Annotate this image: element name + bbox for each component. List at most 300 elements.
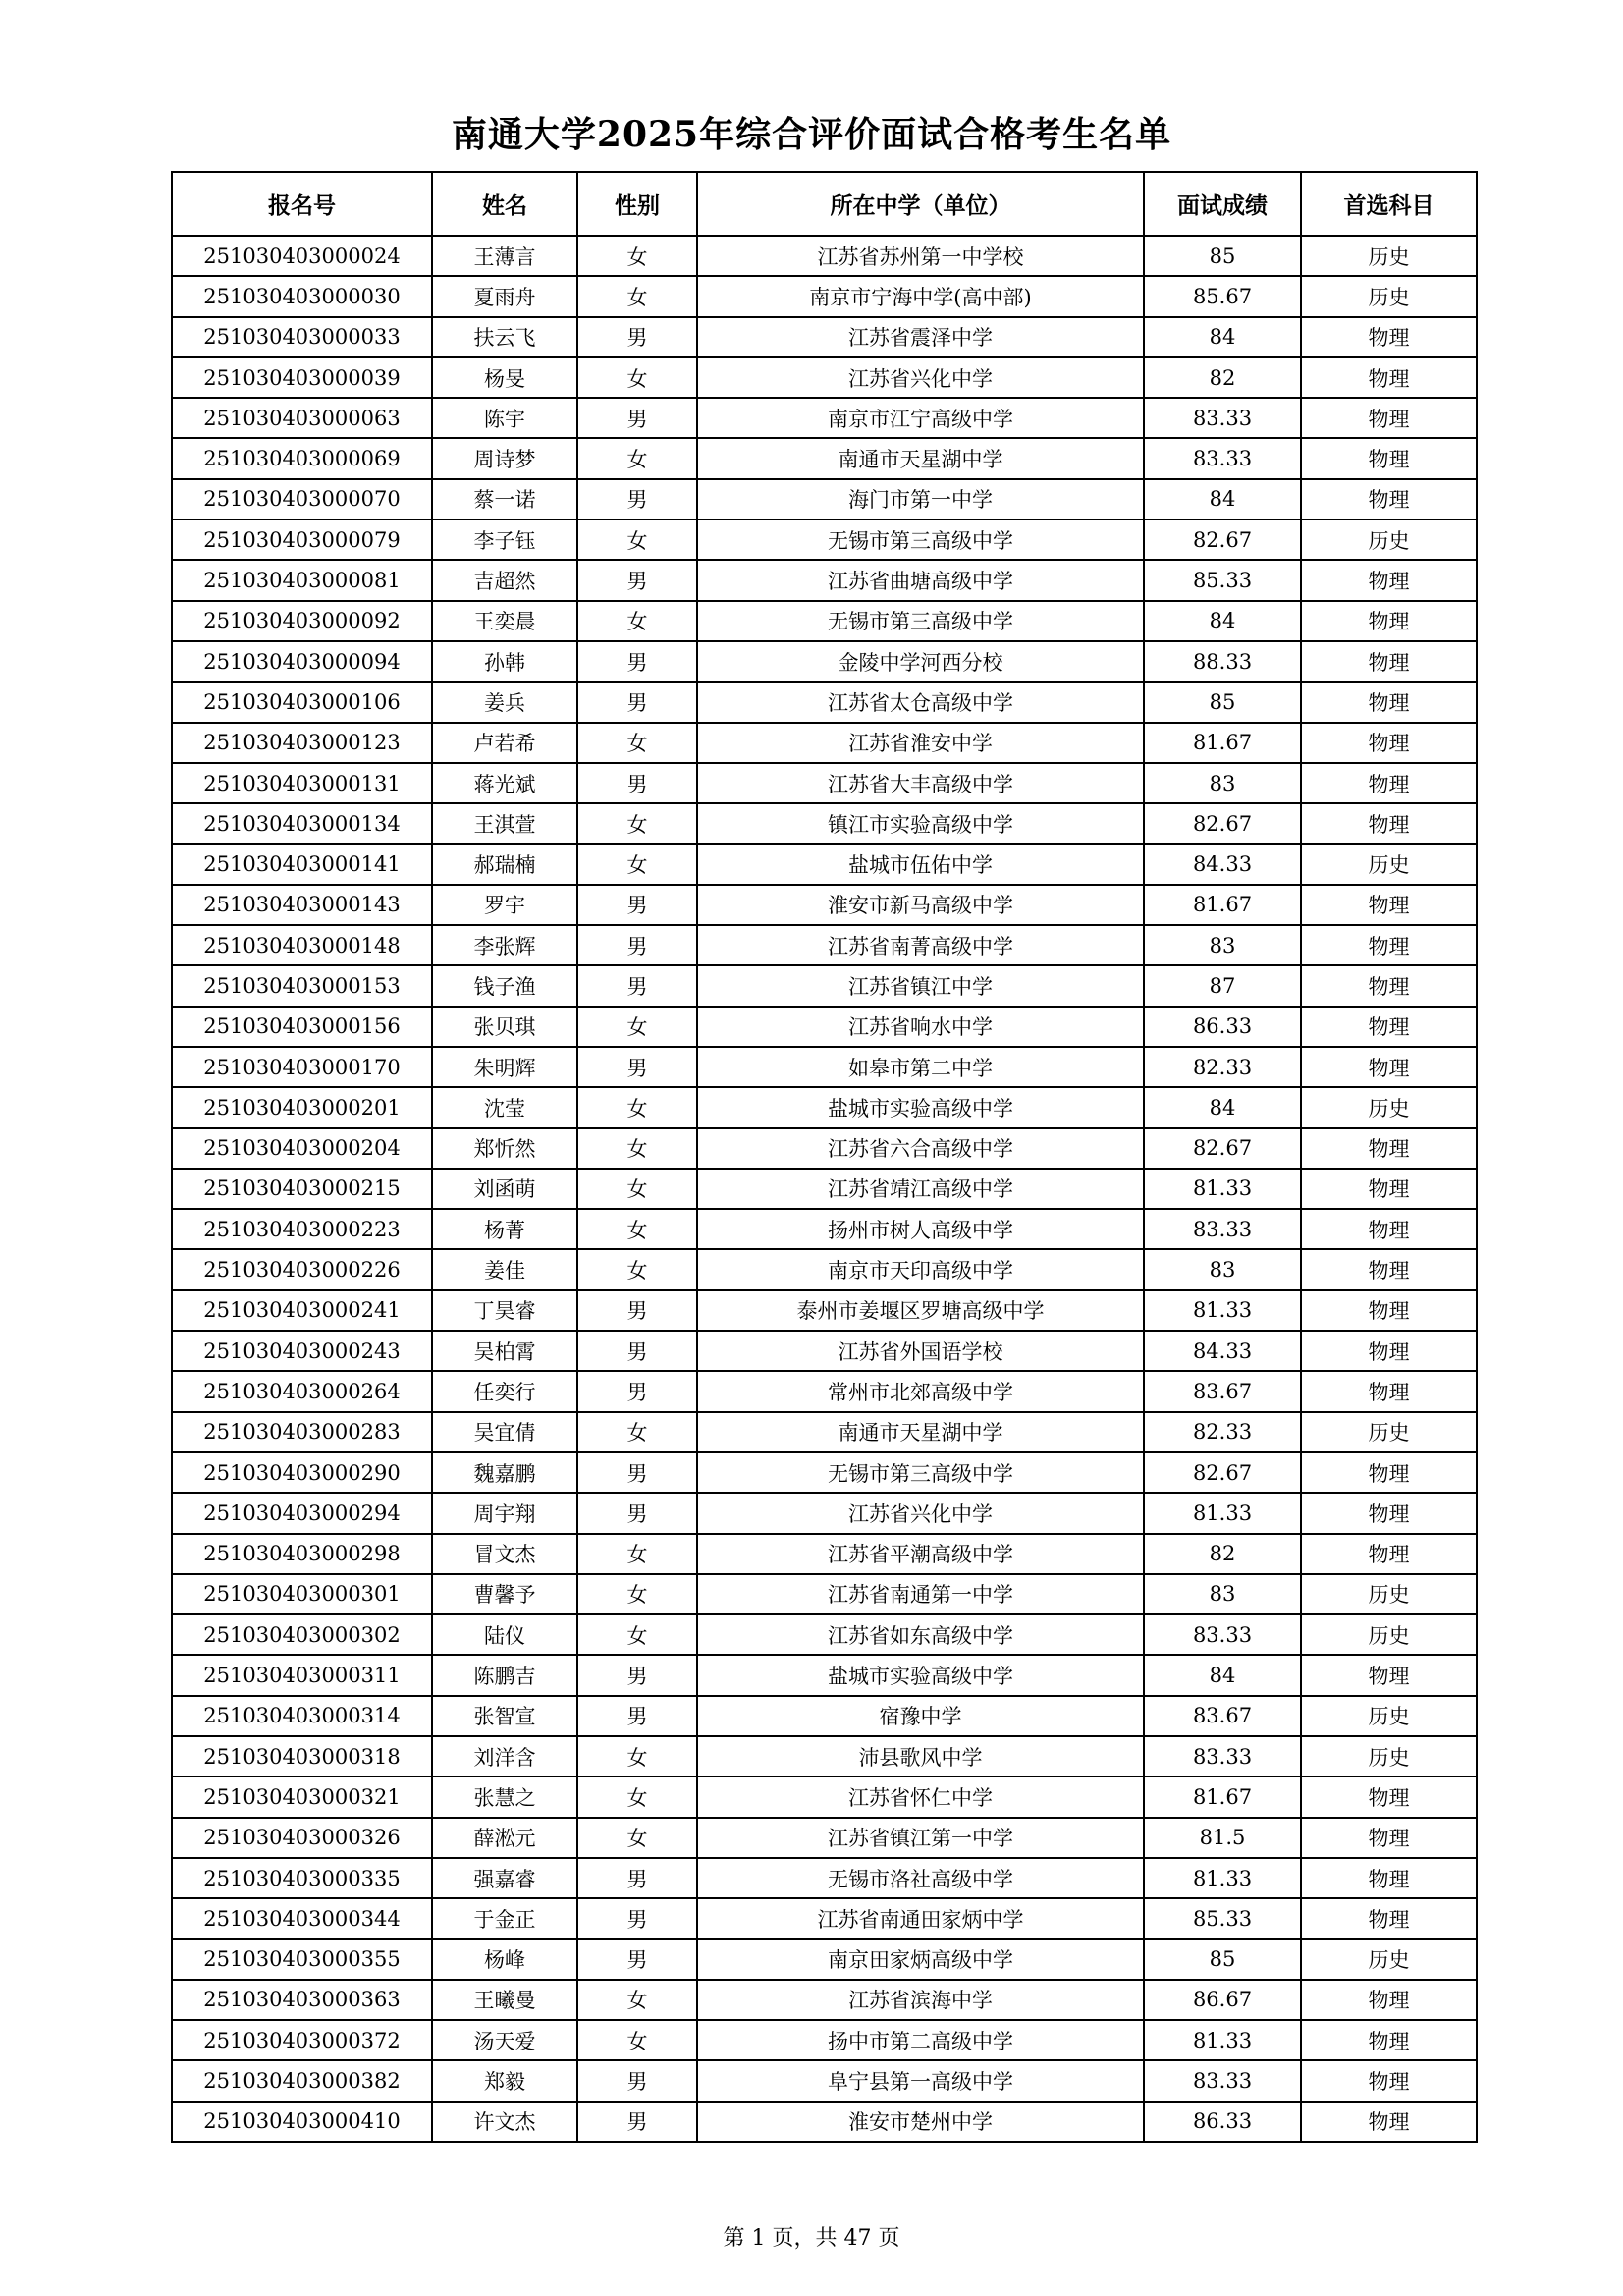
school-cell: 盐城市伍佑中学 xyxy=(697,844,1144,884)
registration-number-cell: 251030403000372 xyxy=(172,2020,432,2060)
registration-number-cell: 251030403000141 xyxy=(172,844,432,884)
interview-score-cell: 82.33 xyxy=(1144,1047,1301,1087)
table-row xyxy=(172,1412,1477,1452)
school-cell: 江苏省震泽中学 xyxy=(697,317,1144,357)
name-cell: 王薄言 xyxy=(432,236,577,276)
table-row xyxy=(172,1290,1477,1331)
registration-number-cell: 251030403000094 xyxy=(172,641,432,682)
registration-number-cell: 251030403000311 xyxy=(172,1655,432,1695)
table-row xyxy=(172,1777,1477,1817)
registration-number-cell: 251030403000170 xyxy=(172,1047,432,1087)
preferred-subject-cell: 物理 xyxy=(1301,1452,1477,1493)
name-cell: 魏嘉鹏 xyxy=(432,1452,577,1493)
gender-cell: 男 xyxy=(577,1696,697,1736)
name-cell: 汤天爱 xyxy=(432,2020,577,2060)
school-cell: 无锡市第三高级中学 xyxy=(697,1452,1144,1493)
registration-number-cell: 251030403000131 xyxy=(172,763,432,803)
interview-score-cell: 83.67 xyxy=(1144,1371,1301,1411)
table-row xyxy=(172,398,1477,438)
school-cell: 江苏省南通田家炳中学 xyxy=(697,1898,1144,1939)
gender-cell: 女 xyxy=(577,357,697,398)
name-cell: 李张辉 xyxy=(432,925,577,965)
preferred-subject-cell: 历史 xyxy=(1301,1087,1477,1127)
table-row xyxy=(172,601,1477,641)
interview-score-cell: 86.67 xyxy=(1144,1980,1301,2020)
name-cell: 扶云飞 xyxy=(432,317,577,357)
table-row xyxy=(172,2060,1477,2101)
table-row xyxy=(172,1534,1477,1574)
preferred-subject-cell: 物理 xyxy=(1301,1169,1477,1209)
school-cell: 泰州市姜堰区罗塘高级中学 xyxy=(697,1290,1144,1331)
name-cell: 朱明辉 xyxy=(432,1047,577,1087)
gender-cell: 男 xyxy=(577,1290,697,1331)
registration-number-cell: 251030403000226 xyxy=(172,1249,432,1289)
name-cell: 姜佳 xyxy=(432,1249,577,1289)
school-cell: 南京市天印高级中学 xyxy=(697,1249,1144,1289)
school-cell: 海门市第一中学 xyxy=(697,479,1144,519)
preferred-subject-cell: 物理 xyxy=(1301,1493,1477,1533)
gender-cell: 女 xyxy=(577,1007,697,1047)
interview-score-cell: 85 xyxy=(1144,682,1301,722)
preferred-subject-cell: 历史 xyxy=(1301,1614,1477,1655)
interview-score-cell: 81.33 xyxy=(1144,1169,1301,1209)
preferred-subject-cell: 物理 xyxy=(1301,1534,1477,1574)
table-row xyxy=(172,1655,1477,1695)
registration-number-cell: 251030403000201 xyxy=(172,1087,432,1127)
interview-score-cell: 81.5 xyxy=(1144,1818,1301,1858)
interview-score-cell: 85 xyxy=(1144,1939,1301,1979)
preferred-subject-cell: 物理 xyxy=(1301,1858,1477,1898)
preferred-subject-cell: 物理 xyxy=(1301,682,1477,722)
preferred-subject-cell: 物理 xyxy=(1301,398,1477,438)
interview-score-cell: 86.33 xyxy=(1144,2102,1301,2142)
school-cell: 扬州市树人高级中学 xyxy=(697,1209,1144,1249)
school-cell: 盐城市实验高级中学 xyxy=(697,1087,1144,1127)
table-row xyxy=(172,925,1477,965)
registration-number-cell: 251030403000092 xyxy=(172,601,432,641)
school-cell: 江苏省滨海中学 xyxy=(697,1980,1144,2020)
gender-cell: 男 xyxy=(577,1493,697,1533)
registration-number-cell: 251030403000024 xyxy=(172,236,432,276)
interview-score-cell: 82 xyxy=(1144,1534,1301,1574)
registration-number-cell: 251030403000301 xyxy=(172,1574,432,1614)
school-cell: 无锡市第三高级中学 xyxy=(697,519,1144,560)
table-row xyxy=(172,317,1477,357)
interview-score-cell: 81.67 xyxy=(1144,723,1301,763)
registration-number-cell: 251030403000382 xyxy=(172,2060,432,2101)
interview-score-cell: 83.33 xyxy=(1144,1209,1301,1249)
registration-number-cell: 251030403000204 xyxy=(172,1128,432,1169)
gender-cell: 女 xyxy=(577,236,697,276)
registration-number-cell: 251030403000314 xyxy=(172,1696,432,1736)
name-cell: 陆仪 xyxy=(432,1614,577,1655)
name-cell: 王曦曼 xyxy=(432,1980,577,2020)
preferred-subject-cell: 物理 xyxy=(1301,723,1477,763)
registration-number-cell: 251030403000069 xyxy=(172,438,432,478)
preferred-subject-cell: 物理 xyxy=(1301,1777,1477,1817)
registration-number-cell: 251030403000302 xyxy=(172,1614,432,1655)
gender-cell: 男 xyxy=(577,560,697,600)
gender-cell: 女 xyxy=(577,1614,697,1655)
school-cell: 江苏省苏州第一中学校 xyxy=(697,236,1144,276)
name-cell: 杨旻 xyxy=(432,357,577,398)
gender-cell: 女 xyxy=(577,1128,697,1169)
table-header-row xyxy=(172,172,1477,236)
preferred-subject-cell: 物理 xyxy=(1301,1209,1477,1249)
gender-cell: 女 xyxy=(577,1980,697,2020)
school-cell: 江苏省镇江第一中学 xyxy=(697,1818,1144,1858)
registration-number-cell: 251030403000243 xyxy=(172,1331,432,1371)
name-cell: 姜兵 xyxy=(432,682,577,722)
name-cell: 罗宇 xyxy=(432,885,577,925)
registration-number-cell: 251030403000153 xyxy=(172,965,432,1006)
interview-score-cell: 82.67 xyxy=(1144,519,1301,560)
registration-number-cell: 251030403000335 xyxy=(172,1858,432,1898)
preferred-subject-cell: 物理 xyxy=(1301,1128,1477,1169)
gender-cell: 男 xyxy=(577,398,697,438)
preferred-subject-cell: 物理 xyxy=(1301,1007,1477,1047)
table-row xyxy=(172,479,1477,519)
name-cell: 张贝琪 xyxy=(432,1007,577,1047)
table-row xyxy=(172,1574,1477,1614)
preferred-subject-cell: 物理 xyxy=(1301,317,1477,357)
page-number: 第 1 页，共 47 页 xyxy=(723,2226,900,2251)
interview-score-cell: 84 xyxy=(1144,1087,1301,1127)
interview-score-cell: 84.33 xyxy=(1144,844,1301,884)
preferred-subject-cell: 历史 xyxy=(1301,236,1477,276)
gender-cell: 男 xyxy=(577,885,697,925)
table-row xyxy=(172,965,1477,1006)
school-cell: 江苏省南菁高级中学 xyxy=(697,925,1144,965)
gender-cell: 男 xyxy=(577,925,697,965)
school-cell: 南通市天星湖中学 xyxy=(697,1412,1144,1452)
interview-score-cell: 81.33 xyxy=(1144,1290,1301,1331)
school-cell: 江苏省曲塘高级中学 xyxy=(697,560,1144,600)
school-cell: 江苏省平潮高级中学 xyxy=(697,1534,1144,1574)
school-cell: 如皋市第二中学 xyxy=(697,1047,1144,1087)
gender-cell: 女 xyxy=(577,276,697,316)
table-row xyxy=(172,1169,1477,1209)
interview-score-cell: 85.67 xyxy=(1144,276,1301,316)
interview-score-cell: 85.33 xyxy=(1144,1898,1301,1939)
school-cell: 扬中市第二高级中学 xyxy=(697,2020,1144,2060)
gender-cell: 女 xyxy=(577,601,697,641)
registration-number-cell: 251030403000123 xyxy=(172,723,432,763)
name-cell: 陈鹏吉 xyxy=(432,1655,577,1695)
registration-number-cell: 251030403000039 xyxy=(172,357,432,398)
column-header-gender: 性别 xyxy=(577,172,697,236)
name-cell: 曹馨予 xyxy=(432,1574,577,1614)
name-cell: 张智宣 xyxy=(432,1696,577,1736)
registration-number-cell: 251030403000148 xyxy=(172,925,432,965)
preferred-subject-cell: 历史 xyxy=(1301,844,1477,884)
interview-score-cell: 83.33 xyxy=(1144,2060,1301,2101)
interview-score-cell: 81.33 xyxy=(1144,2020,1301,2060)
preferred-subject-cell: 物理 xyxy=(1301,763,1477,803)
school-cell: 常州市北郊高级中学 xyxy=(697,1371,1144,1411)
name-cell: 孙韩 xyxy=(432,641,577,682)
preferred-subject-cell: 物理 xyxy=(1301,1655,1477,1695)
column-header-interview-score: 面试成绩 xyxy=(1144,172,1301,236)
school-cell: 金陵中学河西分校 xyxy=(697,641,1144,682)
preferred-subject-cell: 物理 xyxy=(1301,2020,1477,2060)
preferred-subject-cell: 历史 xyxy=(1301,1412,1477,1452)
registration-number-cell: 251030403000318 xyxy=(172,1736,432,1777)
preferred-subject-cell: 历史 xyxy=(1301,1696,1477,1736)
table-row xyxy=(172,276,1477,316)
name-cell: 周宇翔 xyxy=(432,1493,577,1533)
table-row xyxy=(172,438,1477,478)
table-row xyxy=(172,357,1477,398)
interview-score-cell: 84 xyxy=(1144,1655,1301,1695)
interview-score-cell: 82.67 xyxy=(1144,1452,1301,1493)
registration-number-cell: 251030403000070 xyxy=(172,479,432,519)
interview-score-cell: 84 xyxy=(1144,479,1301,519)
interview-score-cell: 82.67 xyxy=(1144,803,1301,844)
interview-score-cell: 83.33 xyxy=(1144,438,1301,478)
gender-cell: 女 xyxy=(577,1412,697,1452)
gender-cell: 女 xyxy=(577,438,697,478)
candidate-table xyxy=(171,171,1478,2143)
table-row xyxy=(172,1087,1477,1127)
table-row xyxy=(172,2020,1477,2060)
gender-cell: 女 xyxy=(577,1209,697,1249)
name-cell: 吉超然 xyxy=(432,560,577,600)
table-row xyxy=(172,803,1477,844)
registration-number-cell: 251030403000355 xyxy=(172,1939,432,1979)
registration-number-cell: 251030403000081 xyxy=(172,560,432,600)
gender-cell: 女 xyxy=(577,519,697,560)
preferred-subject-cell: 历史 xyxy=(1301,1939,1477,1979)
gender-cell: 女 xyxy=(577,1736,697,1777)
registration-number-cell: 251030403000290 xyxy=(172,1452,432,1493)
gender-cell: 女 xyxy=(577,1777,697,1817)
name-cell: 郑毅 xyxy=(432,2060,577,2101)
interview-score-cell: 85 xyxy=(1144,236,1301,276)
interview-score-cell: 87 xyxy=(1144,965,1301,1006)
school-cell: 江苏省兴化中学 xyxy=(697,357,1144,398)
table-row xyxy=(172,1898,1477,1939)
table-row xyxy=(172,1371,1477,1411)
school-cell: 沛县歌风中学 xyxy=(697,1736,1144,1777)
table-row xyxy=(172,1209,1477,1249)
registration-number-cell: 251030403000298 xyxy=(172,1534,432,1574)
interview-score-cell: 86.33 xyxy=(1144,1007,1301,1047)
gender-cell: 女 xyxy=(577,723,697,763)
table-row xyxy=(172,1736,1477,1777)
table-row xyxy=(172,1939,1477,1979)
preferred-subject-cell: 历史 xyxy=(1301,519,1477,560)
preferred-subject-cell: 物理 xyxy=(1301,1331,1477,1371)
name-cell: 吴宜倩 xyxy=(432,1412,577,1452)
school-cell: 江苏省镇江中学 xyxy=(697,965,1144,1006)
school-cell: 江苏省淮安中学 xyxy=(697,723,1144,763)
school-cell: 盐城市实验高级中学 xyxy=(697,1655,1144,1695)
registration-number-cell: 251030403000241 xyxy=(172,1290,432,1331)
school-cell: 江苏省兴化中学 xyxy=(697,1493,1144,1533)
school-cell: 江苏省六合高级中学 xyxy=(697,1128,1144,1169)
preferred-subject-cell: 物理 xyxy=(1301,601,1477,641)
name-cell: 丁昊睿 xyxy=(432,1290,577,1331)
registration-number-cell: 251030403000283 xyxy=(172,1412,432,1452)
school-cell: 南京田家炳高级中学 xyxy=(697,1939,1144,1979)
gender-cell: 男 xyxy=(577,2102,697,2142)
name-cell: 冒文杰 xyxy=(432,1534,577,1574)
interview-score-cell: 82.67 xyxy=(1144,1128,1301,1169)
gender-cell: 女 xyxy=(577,1818,697,1858)
registration-number-cell: 251030403000030 xyxy=(172,276,432,316)
gender-cell: 女 xyxy=(577,1574,697,1614)
interview-score-cell: 81.67 xyxy=(1144,1777,1301,1817)
name-cell: 陈宇 xyxy=(432,398,577,438)
school-cell: 江苏省如东高级中学 xyxy=(697,1614,1144,1655)
gender-cell: 男 xyxy=(577,641,697,682)
gender-cell: 男 xyxy=(577,1898,697,1939)
gender-cell: 男 xyxy=(577,1858,697,1898)
gender-cell: 女 xyxy=(577,803,697,844)
table-row xyxy=(172,519,1477,560)
gender-cell: 女 xyxy=(577,844,697,884)
name-cell: 李子钰 xyxy=(432,519,577,560)
interview-score-cell: 83 xyxy=(1144,1574,1301,1614)
preferred-subject-cell: 物理 xyxy=(1301,1818,1477,1858)
table-row xyxy=(172,723,1477,763)
school-cell: 江苏省外国语学校 xyxy=(697,1331,1144,1371)
gender-cell: 男 xyxy=(577,1655,697,1695)
preferred-subject-cell: 物理 xyxy=(1301,1980,1477,2020)
preferred-subject-cell: 物理 xyxy=(1301,560,1477,600)
school-cell: 南京市宁海中学(高中部) xyxy=(697,276,1144,316)
gender-cell: 男 xyxy=(577,317,697,357)
preferred-subject-cell: 历史 xyxy=(1301,1574,1477,1614)
interview-score-cell: 84 xyxy=(1144,601,1301,641)
name-cell: 张慧之 xyxy=(432,1777,577,1817)
name-cell: 卢若希 xyxy=(432,723,577,763)
school-cell: 南通市天星湖中学 xyxy=(697,438,1144,478)
preferred-subject-cell: 物理 xyxy=(1301,1249,1477,1289)
gender-cell: 男 xyxy=(577,2060,697,2101)
interview-score-cell: 82 xyxy=(1144,357,1301,398)
preferred-subject-cell: 物理 xyxy=(1301,1290,1477,1331)
table-row xyxy=(172,1331,1477,1371)
preferred-subject-cell: 物理 xyxy=(1301,2060,1477,2101)
interview-score-cell: 82.33 xyxy=(1144,1412,1301,1452)
table-row xyxy=(172,1452,1477,1493)
preferred-subject-cell: 历史 xyxy=(1301,1736,1477,1777)
gender-cell: 男 xyxy=(577,763,697,803)
table-row xyxy=(172,682,1477,722)
school-cell: 江苏省怀仁中学 xyxy=(697,1777,1144,1817)
column-header-registration-number: 报名号 xyxy=(172,172,432,236)
registration-number-cell: 251030403000264 xyxy=(172,1371,432,1411)
table-body xyxy=(172,236,1477,2142)
registration-number-cell: 251030403000321 xyxy=(172,1777,432,1817)
registration-number-cell: 251030403000134 xyxy=(172,803,432,844)
gender-cell: 男 xyxy=(577,682,697,722)
table-row xyxy=(172,844,1477,884)
school-cell: 江苏省太仓高级中学 xyxy=(697,682,1144,722)
name-cell: 杨峰 xyxy=(432,1939,577,1979)
interview-score-cell: 83.67 xyxy=(1144,1696,1301,1736)
school-cell: 镇江市实验高级中学 xyxy=(697,803,1144,844)
preferred-subject-cell: 物理 xyxy=(1301,885,1477,925)
gender-cell: 女 xyxy=(577,1087,697,1127)
gender-cell: 男 xyxy=(577,965,697,1006)
registration-number-cell: 251030403000344 xyxy=(172,1898,432,1939)
gender-cell: 男 xyxy=(577,1452,697,1493)
interview-score-cell: 83 xyxy=(1144,1249,1301,1289)
table-row xyxy=(172,1047,1477,1087)
school-cell: 江苏省靖江高级中学 xyxy=(697,1169,1144,1209)
gender-cell: 男 xyxy=(577,1371,697,1411)
preferred-subject-cell: 物理 xyxy=(1301,2102,1477,2142)
registration-number-cell: 251030403000079 xyxy=(172,519,432,560)
table-row xyxy=(172,885,1477,925)
school-cell: 江苏省南通第一中学 xyxy=(697,1574,1144,1614)
name-cell: 刘洋含 xyxy=(432,1736,577,1777)
page-title: 南通大学2025年综合评价面试合格考生名单 xyxy=(451,114,1172,155)
name-cell: 郝瑞楠 xyxy=(432,844,577,884)
gender-cell: 女 xyxy=(577,1169,697,1209)
school-cell: 无锡市洛社高级中学 xyxy=(697,1858,1144,1898)
name-cell: 周诗梦 xyxy=(432,438,577,478)
name-cell: 郑忻然 xyxy=(432,1128,577,1169)
registration-number-cell: 251030403000410 xyxy=(172,2102,432,2142)
school-cell: 无锡市第三高级中学 xyxy=(697,601,1144,641)
registration-number-cell: 251030403000106 xyxy=(172,682,432,722)
school-cell: 南京市江宁高级中学 xyxy=(697,398,1144,438)
table-row xyxy=(172,1696,1477,1736)
interview-score-cell: 83.33 xyxy=(1144,398,1301,438)
name-cell: 杨菁 xyxy=(432,1209,577,1249)
interview-score-cell: 81.33 xyxy=(1144,1493,1301,1533)
school-cell: 淮安市新马高级中学 xyxy=(697,885,1144,925)
name-cell: 钱子渔 xyxy=(432,965,577,1006)
interview-score-cell: 83.33 xyxy=(1144,1736,1301,1777)
table-row xyxy=(172,1128,1477,1169)
preferred-subject-cell: 物理 xyxy=(1301,1047,1477,1087)
table-row xyxy=(172,560,1477,600)
preferred-subject-cell: 物理 xyxy=(1301,1371,1477,1411)
interview-score-cell: 84 xyxy=(1144,317,1301,357)
registration-number-cell: 251030403000063 xyxy=(172,398,432,438)
preferred-subject-cell: 物理 xyxy=(1301,357,1477,398)
registration-number-cell: 251030403000143 xyxy=(172,885,432,925)
preferred-subject-cell: 物理 xyxy=(1301,965,1477,1006)
gender-cell: 女 xyxy=(577,2020,697,2060)
interview-score-cell: 88.33 xyxy=(1144,641,1301,682)
preferred-subject-cell: 物理 xyxy=(1301,479,1477,519)
gender-cell: 男 xyxy=(577,1047,697,1087)
table-row xyxy=(172,1493,1477,1533)
interview-score-cell: 81.67 xyxy=(1144,885,1301,925)
table-row xyxy=(172,1858,1477,1898)
gender-cell: 男 xyxy=(577,1331,697,1371)
school-cell: 江苏省大丰高级中学 xyxy=(697,763,1144,803)
interview-score-cell: 83 xyxy=(1144,925,1301,965)
name-cell: 蒋光斌 xyxy=(432,763,577,803)
registration-number-cell: 251030403000223 xyxy=(172,1209,432,1249)
gender-cell: 男 xyxy=(577,479,697,519)
registration-number-cell: 251030403000294 xyxy=(172,1493,432,1533)
preferred-subject-cell: 物理 xyxy=(1301,925,1477,965)
interview-score-cell: 85.33 xyxy=(1144,560,1301,600)
registration-number-cell: 251030403000033 xyxy=(172,317,432,357)
table-row xyxy=(172,763,1477,803)
registration-number-cell: 251030403000326 xyxy=(172,1818,432,1858)
preferred-subject-cell: 物理 xyxy=(1301,1898,1477,1939)
school-cell: 淮安市楚州中学 xyxy=(697,2102,1144,2142)
